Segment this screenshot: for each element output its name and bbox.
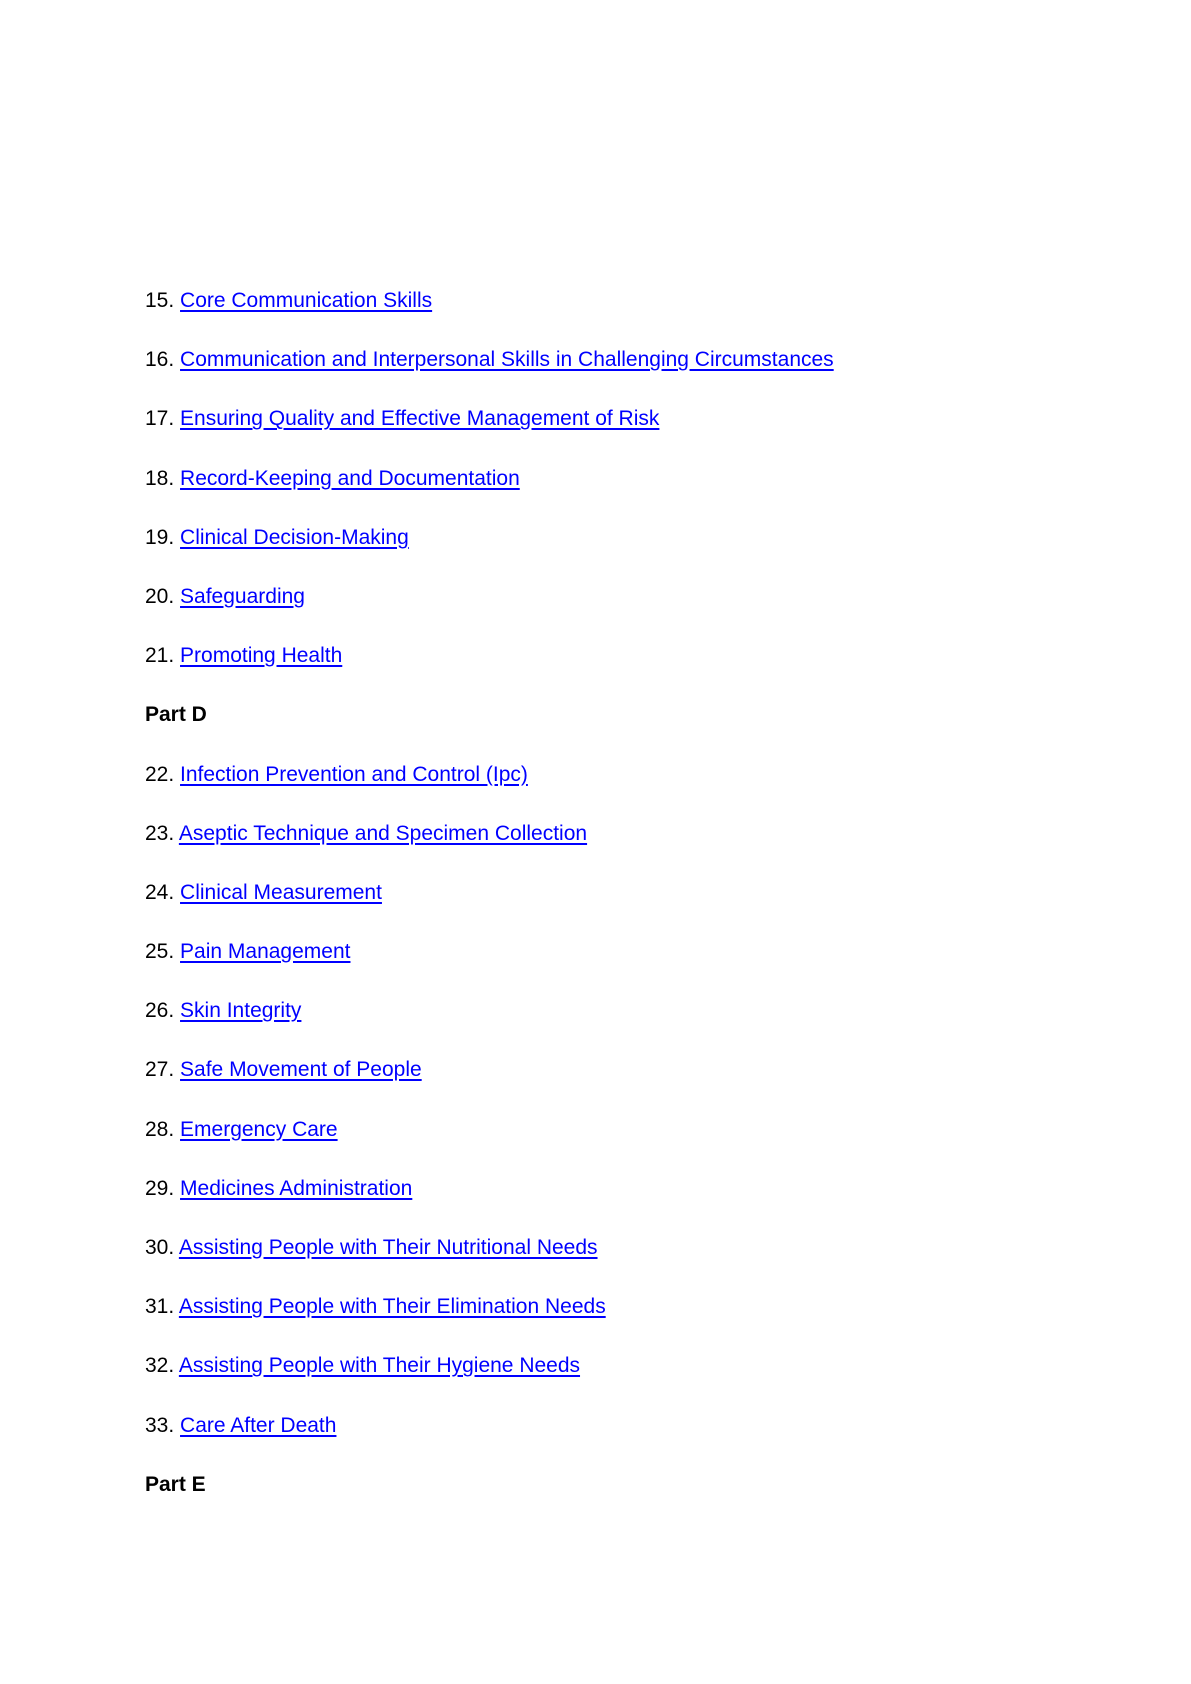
- toc-link-clinical-decision-making[interactable]: Clinical Decision-Making: [180, 525, 409, 549]
- toc-entry-17: [145, 406, 1145, 465]
- toc-number: 29.: [145, 1176, 181, 1200]
- toc-entry-19: [145, 525, 1145, 584]
- toc-number: 23.: [145, 821, 179, 845]
- toc-entry-25: [145, 939, 1145, 998]
- toc-entry-31: [145, 1294, 1145, 1353]
- toc-link-safe-movement[interactable]: Safe Movement of People: [180, 1058, 422, 1082]
- toc-link-nutritional-needs[interactable]: Assisting People with Their Nutritional Needs: [178, 1236, 598, 1259]
- toc-number: 19.: [145, 525, 181, 549]
- toc-link-elimination-needs[interactable]: Assisting People with Their Elimination Needs: [178, 1295, 606, 1319]
- toc-number: 28.: [145, 1117, 181, 1141]
- toc-link-care-after-death[interactable]: Care After Death: [180, 1413, 337, 1437]
- toc-number: 31.: [145, 1295, 179, 1319]
- toc-entry-29: [145, 1176, 1145, 1235]
- toc-number: 20.: [145, 584, 181, 608]
- toc-number: 25.: [145, 940, 181, 964]
- toc-entry-27: [145, 1057, 1145, 1116]
- toc-number: 18.: [145, 466, 181, 490]
- toc-number: 21.: [145, 644, 181, 668]
- toc-link-communication-interpersonal-skills[interactable]: Communication and Interpersonal Skills in Challenging Circumstances: [180, 348, 834, 372]
- toc-number: 32.: [145, 1354, 179, 1378]
- toc-entry-16: [145, 347, 1145, 406]
- toc-link-hygiene-needs[interactable]: Assisting People with Their Hygiene Needs: [178, 1354, 581, 1378]
- toc-entry-30: [145, 1235, 1145, 1294]
- toc-link-promoting-health[interactable]: Promoting Health: [180, 644, 343, 668]
- toc-entry-28: [145, 1117, 1145, 1176]
- part-d-heading: Part D: [145, 703, 207, 727]
- toc-number: 26.: [145, 999, 181, 1023]
- toc-link-infection-prevention[interactable]: Infection Prevention and Control (Ipc): [180, 762, 528, 786]
- table-of-contents: [145, 288, 1145, 1531]
- toc-link-record-keeping[interactable]: Record-Keeping and Documentation: [180, 466, 520, 490]
- toc-link-aseptic-technique[interactable]: Aseptic Technique and Specimen Collection: [178, 821, 588, 845]
- toc-link-emergency-care[interactable]: Emergency Care: [180, 1117, 338, 1141]
- toc-entry-22: [145, 762, 1145, 821]
- toc-number: 17.: [145, 407, 181, 431]
- toc-entry-21: [145, 643, 1145, 702]
- toc-link-safeguarding[interactable]: Safeguarding: [180, 584, 305, 608]
- toc-entry-26: [145, 998, 1145, 1057]
- toc-link-pain-management[interactable]: Pain Management: [180, 940, 351, 964]
- toc-link-skin-integrity[interactable]: Skin Integrity: [180, 999, 302, 1023]
- toc-entry-20: [145, 584, 1145, 643]
- toc-number: 24.: [145, 880, 181, 904]
- toc-number: 16.: [145, 348, 181, 372]
- toc-number: 30.: [145, 1236, 179, 1259]
- part-e-heading: Part E: [145, 1472, 206, 1496]
- toc-link-ensuring-quality[interactable]: Ensuring Quality and Effective Management of Risk: [180, 407, 660, 431]
- toc-number: 15.: [145, 289, 181, 312]
- toc-number: 22.: [145, 762, 181, 786]
- toc-entry-18: [145, 466, 1145, 525]
- toc-entry-23: [145, 821, 1145, 880]
- toc-entry-33: [145, 1413, 1145, 1472]
- toc-entry-15: [145, 288, 1145, 347]
- toc-link-medicines-administration[interactable]: Medicines Administration: [180, 1176, 413, 1200]
- toc-link-clinical-measurement[interactable]: Clinical Measurement: [180, 880, 382, 904]
- toc-entry-24: [145, 880, 1145, 939]
- toc-entry-32: [145, 1353, 1145, 1412]
- toc-number: 27.: [145, 1058, 181, 1082]
- toc-link-core-communication-skills[interactable]: Core Communication Skills: [180, 289, 433, 312]
- toc-number: 33.: [145, 1413, 181, 1437]
